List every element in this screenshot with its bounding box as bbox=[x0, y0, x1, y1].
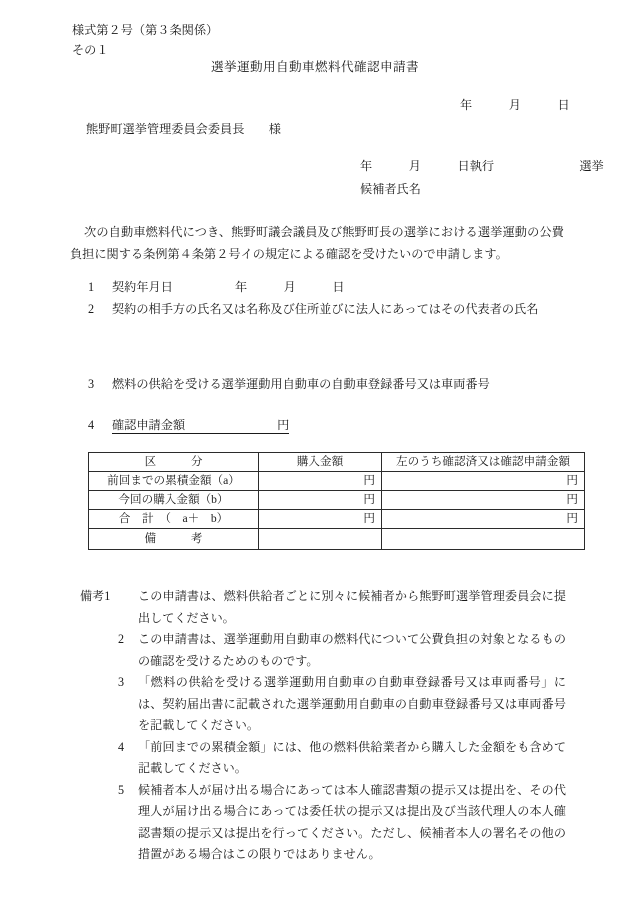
amount-table bbox=[88, 452, 585, 550]
item-label: 確認申請金額 bbox=[112, 418, 186, 432]
cell-remarks-confirmed[interactable] bbox=[382, 529, 585, 550]
header-confirmed-amount: 左のうち確認済又は確認申請金額 bbox=[382, 453, 585, 472]
form-number: 様式第２号（第３条関係） bbox=[72, 23, 219, 37]
table-row bbox=[89, 472, 585, 491]
cell-purchase-previous[interactable]: 円 bbox=[259, 472, 382, 491]
note-item-5 bbox=[80, 780, 566, 866]
item-confirmation-amount bbox=[88, 419, 289, 434]
item-number: 1 bbox=[88, 280, 95, 294]
item-value: 年 月 日 bbox=[234, 280, 345, 294]
note-number: 3 bbox=[117, 675, 124, 689]
cell-confirmed-current[interactable]: 円 bbox=[382, 491, 585, 510]
candidate-name-label: 候補者氏名 bbox=[360, 182, 421, 196]
election-execution-line: 年 月 日執行 選挙 bbox=[360, 159, 604, 173]
cell-remarks-purchase[interactable] bbox=[259, 529, 382, 550]
note-item-3 bbox=[80, 672, 566, 737]
note-heading-1 bbox=[80, 586, 138, 608]
item-vehicle-number bbox=[88, 378, 490, 390]
note-item-4 bbox=[80, 737, 566, 780]
body-paragraph: 次の自動車燃料代につき、熊野町議会議員及び熊野町長の選挙における選挙運動の公費負担に関する条例第４条第２号イの規定による確認を受けたいので申請します。 bbox=[70, 225, 564, 261]
item-contract-date bbox=[88, 281, 345, 293]
table-row bbox=[89, 491, 585, 510]
note-item-2 bbox=[80, 629, 566, 672]
item-number: 3 bbox=[88, 377, 95, 391]
item-number: 2 bbox=[88, 302, 95, 316]
row-label-previous-total: 前回までの累積金額（a） bbox=[89, 472, 259, 491]
note-text: 「燃料の供給を受ける選挙運動用自動車の自動車登録番号又は車両番号」には、契約届出書に記載された選挙運動用自動車の自動車登録番号又は車両番号を記載してください。 bbox=[138, 675, 566, 732]
row-label-current-purchase: 今回の購入金額（b） bbox=[89, 491, 259, 510]
cell-confirmed-total[interactable]: 円 bbox=[382, 510, 585, 529]
table-header-row bbox=[89, 453, 585, 472]
note-number: 4 bbox=[117, 739, 124, 754]
item-label: 契約年月日 bbox=[112, 280, 173, 294]
table-row bbox=[89, 510, 585, 529]
note-number: 1 bbox=[104, 589, 111, 603]
cell-purchase-current[interactable]: 円 bbox=[259, 491, 382, 510]
note-item-1 bbox=[80, 586, 566, 629]
amount-unit: 円 bbox=[277, 418, 290, 432]
header-purchase-amount: 購入金額 bbox=[259, 453, 382, 472]
page-title: 選挙運動用自動車燃料代確認申請書 bbox=[211, 60, 419, 74]
notes-heading: 備考 bbox=[80, 589, 105, 603]
row-label-total: 合 計 （ a＋ b） bbox=[89, 510, 259, 529]
item-label: 契約の相手方の氏名又は名称及び住所並びに法人にあってはその代表者の氏名 bbox=[112, 302, 539, 316]
cell-confirmed-previous[interactable]: 円 bbox=[382, 472, 585, 491]
cell-purchase-total[interactable]: 円 bbox=[259, 510, 382, 529]
addressee-line: 熊野町選挙管理委員会委員長 様 bbox=[86, 122, 281, 136]
header-category: 区 分 bbox=[89, 453, 259, 472]
item-counterparty bbox=[88, 303, 538, 315]
item-label: 燃料の供給を受ける選挙運動用自動車の自動車登録番号又は車両番号 bbox=[112, 377, 490, 391]
note-text: 「前回までの累積金額」には、他の燃料供給業者から購入した金額をも含めて記載してください。 bbox=[138, 739, 566, 775]
note-text: この申請書は、選挙運動用自動車の燃料代について公費負担の対象となるものの確認を受けるためのものです。 bbox=[138, 632, 566, 668]
table-row-remarks bbox=[89, 529, 585, 550]
item-number: 4 bbox=[88, 418, 95, 432]
submission-date-line: 年 月 日 bbox=[460, 98, 570, 112]
note-text: この申請書は、燃料供給者ごとに別々に候補者から熊野町選挙管理委員会に提出してください。 bbox=[138, 589, 566, 625]
confirmation-amount-field[interactable] bbox=[112, 419, 289, 434]
form-sub-number: その１ bbox=[72, 43, 109, 57]
row-label-remarks: 備 考 bbox=[89, 529, 259, 550]
note-number: 5 bbox=[117, 782, 124, 797]
note-text: 候補者本人が届け出る場合にあっては本人確認書類の提示又は提出を、その代理人が届け出る場合にあっては委任状の提示又は提出及び当該代理人の本人確認書類の提示又は提出を行ってください。ただし、候補者本人の署名その他の措置がある場合はこの限りではありません。 bbox=[138, 782, 566, 861]
notes-section bbox=[80, 586, 566, 866]
note-number: 2 bbox=[117, 632, 124, 646]
